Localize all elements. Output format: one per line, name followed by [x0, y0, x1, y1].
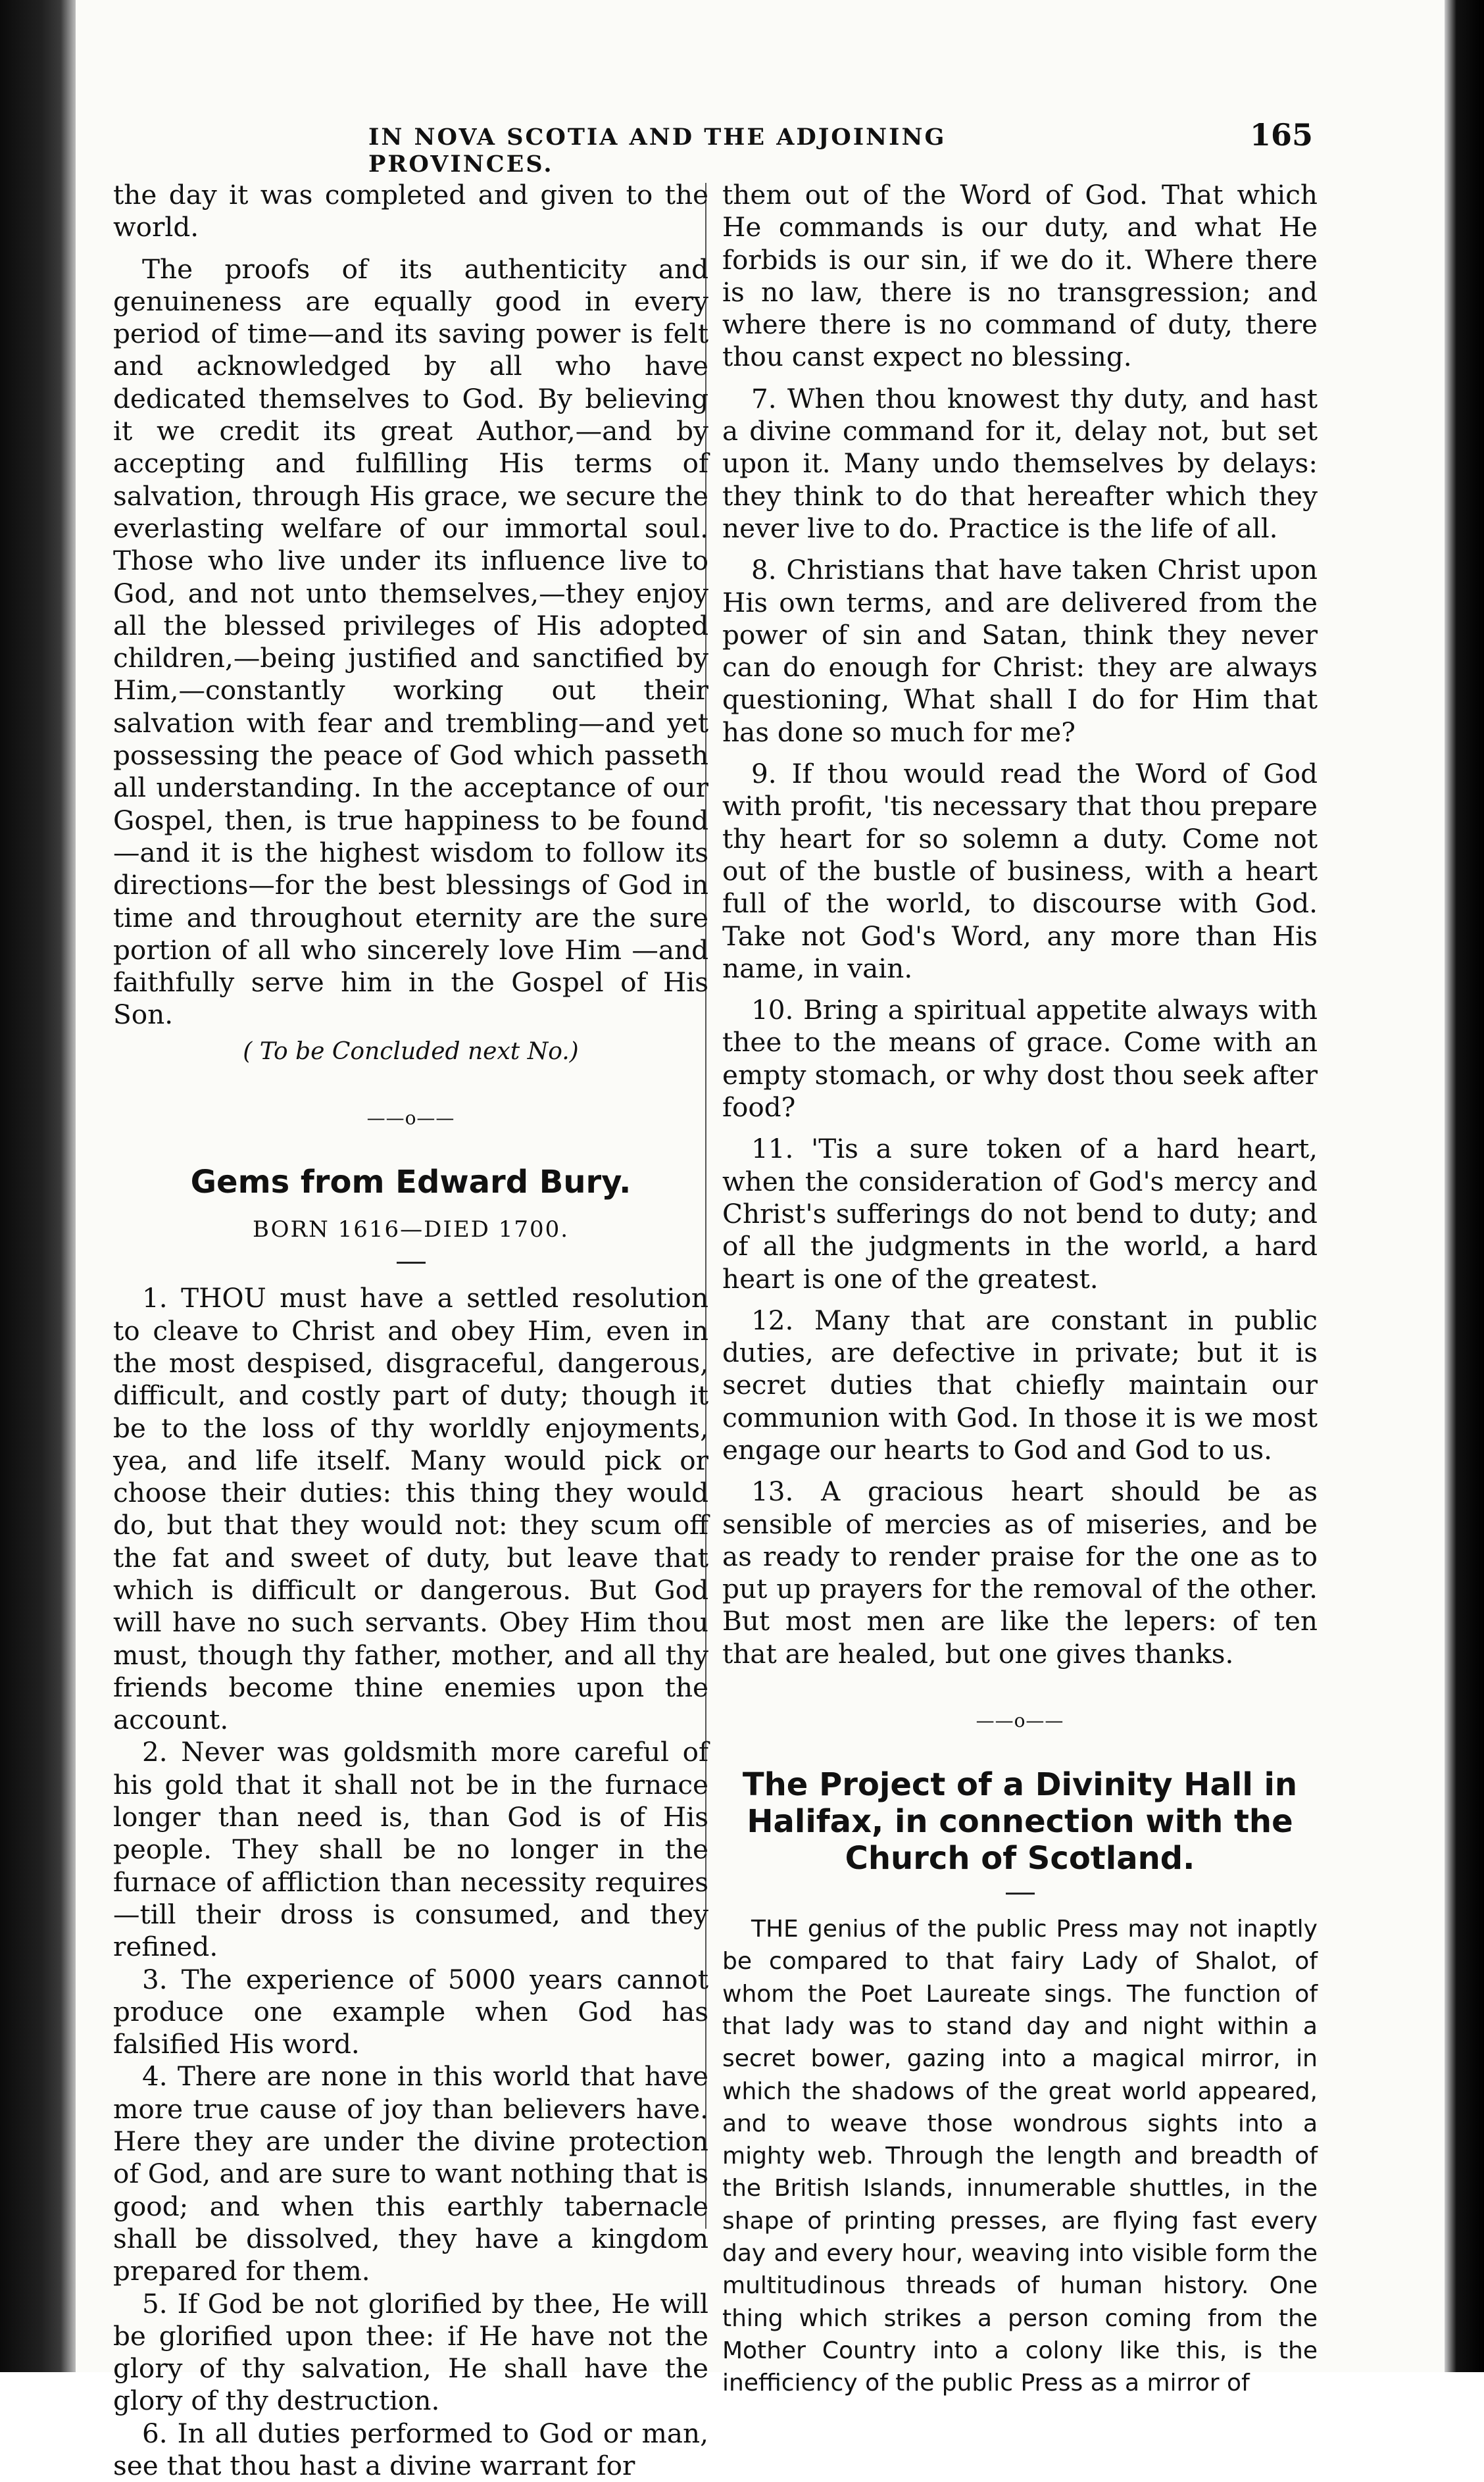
gem-item: 1. THOU must have a settled resolution to cleave to Christ and obey Him, even in the most despised, disgraceful, dangerous, difficult, and costly part of duty; though it be to the loss of thy worldly enjoyments, yea, and life itself. Many would pick or choose their duties: this thing they would do, but that they would not: they scum off the fat and sweet of duty, but leave that which is difficult or dangerous. But God will have no such servants. Obey Him thou must, though thy father, mother, and all thy friends become thine enemies upon the account. [113, 1282, 708, 1736]
gem-item: 2. Never was goldsmith more careful of his gold that it shall not be in the furnace longer than need is, than God is of His people. They shall be no longer in the furnace of affliction than necessity requires—till their dross is consumed, and they refined. [113, 1736, 708, 1963]
byline-rule [397, 1262, 426, 1264]
gem-item: 5. If God be not glorified by thee, He will be glorified upon thee: if He have not the glory of thy salvation, He shall have the glory of thy destruction. [113, 2287, 708, 2417]
gem-item: 9. If thou would read the Word of God with profit, 'tis necessary that thou prepare thy heart for so solemn a duty. Come not out of the bustle of business, with a heart full of the world, to discourse with God. Take not God's Word, any more than His name, in vain. [722, 758, 1318, 984]
right-column [722, 179, 1318, 2400]
scan-left-edge [0, 0, 76, 2372]
section-title: The Project of a Divinity Hall in Halifax, in connection with the Church of Scotland. [742, 1766, 1298, 1877]
left-column [113, 179, 708, 2482]
continuation-note: ( To be Concluded next No.) [243, 1037, 579, 1065]
section-separator: ——o—— [976, 1710, 1064, 1732]
byline: BORN 1616—DIED 1700. [252, 1216, 570, 1243]
running-head: IN NOVA SCOTIA AND THE ADJOINING PROVINCES. [368, 124, 947, 178]
gem-item: 7. When thou knowest thy duty, and hast a divine command for it, delay not, but set upon it. Many undo themselves by delays: they think to do that hereafter which they never live to do. Practice is the life of all. [722, 382, 1318, 544]
gem-item: 3. The experience of 5000 years cannot produce one example when God has falsified His word. [113, 1963, 708, 2060]
article-body: THE genius of the public Press may not inaptly be compared to that fairy Lady of Shalot, of whom the Poet Laureate sings. The function of that lady was to stand day and night within a secret bower, gazing into a magical mirror, in which the shadows of the great world appeared, and to weave those wondrous sights into a mighty web. Through the length and breadth of the British Islands, innumerable shuttles, in the shape of printing presses, are flying fast every day and every hour, weaving into visible form the multitudinous threads of human history. One thing which strikes a person coming from the Mother Country into a colony like this, is the inefficiency of the public Press as a mirror of [722, 1916, 1318, 2397]
gem-item: 4. There are none in this world that have more true cause of joy than believers have. Here they are under the divine protection of God, and are sure to want nothing that is good; and when this earthly tabernacle shall be dissolved, they have a kingdom prepared for them. [113, 2060, 708, 2287]
scan-right-edge [1445, 0, 1484, 2372]
paragraph: the day it was completed and given to the world. [113, 179, 708, 243]
page-number: 165 [1250, 117, 1314, 153]
gem-item: 6. In all duties performed to God or man, see that thou hast a divine warrant for [113, 2417, 708, 2481]
gem-item: 8. Christians that have taken Christ upon His own terms, and are delivered from the power of sin and Satan, think they never can do enough for Christ: they are always questioning, What shall I do for Him that has done so much for me? [722, 554, 1318, 748]
gem-item: them out of the Word of God. That which He commands is our duty, and what He forbids is our sin, if we do it. Where there is no law, there is no transgression; and where there is no command of duty, there thou canst expect no blessing. [722, 179, 1318, 373]
paragraph: The proofs of its authenticity and genuineness are equally good in every period of time—and its saving power is felt and acknowledged by all who have dedicated themselves to God. By believing it we credit its great Author,—and by accepting and fulfilling His terms of salvation, through His grace, we secure the everlasting welfare of our immortal soul. Those who live under its influence live to God, and not unto themselves,—they enjoy all the blessed privileges of His adopted children,—being justified and sanctified by Him,—constantly working out their salvation with fear and trembling—and yet possessing the peace of God which passeth all understanding. In the acceptance of our Gospel, then, is true happiness to be found —and it is the highest wisdom to follow its directions—for the best blessings of God in time and throughout eternity are the sure portion of all who sincerely love Him —and faithfully serve him in the Gospel of His Son. [113, 253, 708, 1031]
gem-item: 11. 'Tis a sure token of a hard heart, when the consideration of God's mercy and Christ's sufferings do not bend to duty; and of all the judgments in the world, a hard heart is one of the greatest. [722, 1133, 1318, 1295]
gem-item: 10. Bring a spiritual appetite always with thee to the means of grace. Come with an empty stomach, or why dost thou seek after food? [722, 994, 1318, 1124]
section-title: Gems from Edward Bury. [190, 1164, 631, 1201]
section-separator: ——o—— [366, 1107, 455, 1129]
gem-item: 13. A gracious heart should be as sensible of mercies as of miseries, and be as ready to render praise for the one as to put up prayers for the removal of the other. But most men are like the lepers: of ten that are healed, but one gives thanks. [722, 1476, 1318, 1670]
gem-item: 12. Many that are constant in public duties, are defective in private; but it is secret duties that chiefly maintain our communion with God. In those it is we most engage our hearts to God and God to us. [722, 1304, 1318, 1466]
title-rule [1006, 1893, 1035, 1895]
